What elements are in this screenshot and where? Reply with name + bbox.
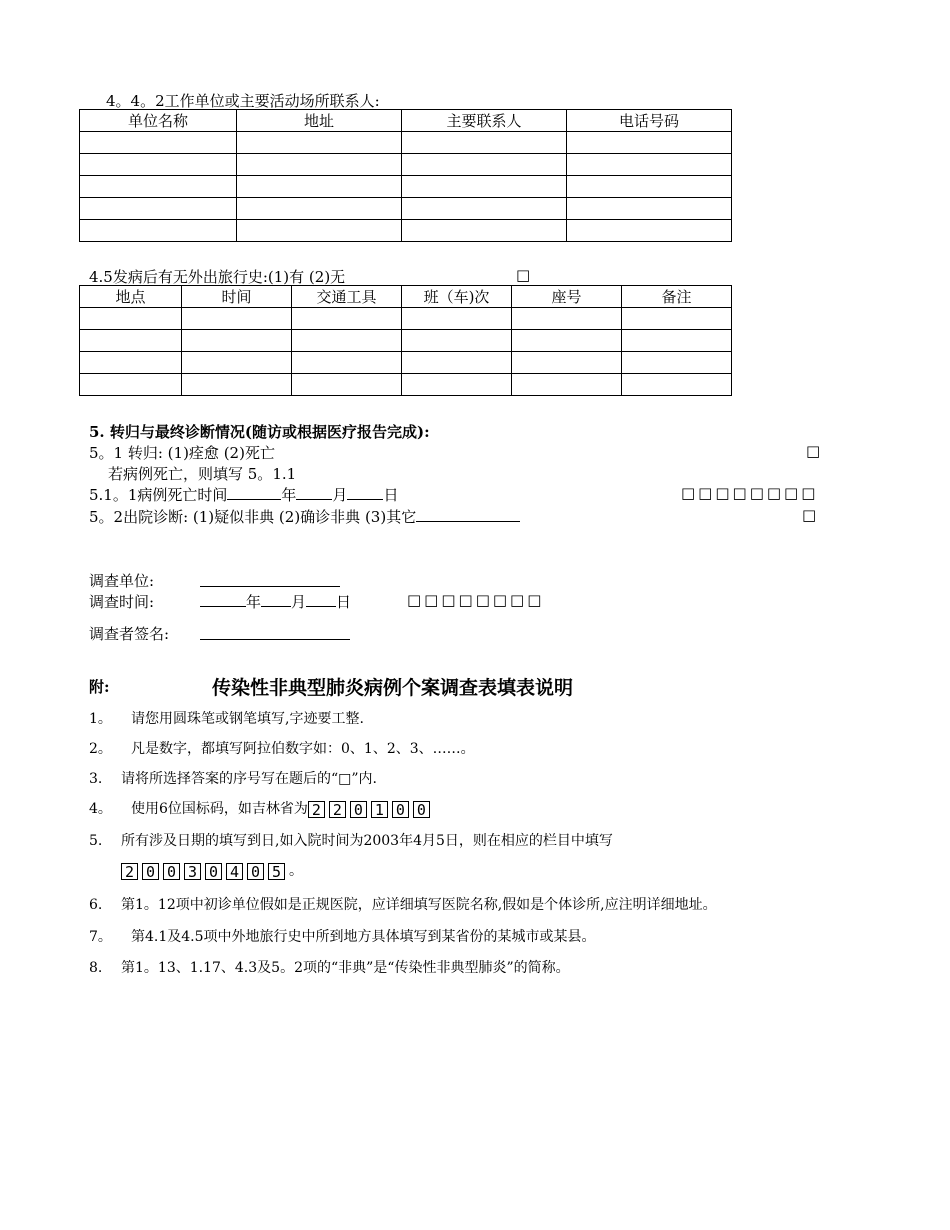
instruction-num: 6. <box>89 897 103 913</box>
table-row <box>80 198 732 220</box>
table-cell[interactable] <box>512 352 622 374</box>
outcome-line: 5。1 转归: (1)痊愈 (2)死亡 <box>89 444 275 462</box>
travel-header-row <box>80 286 732 308</box>
section-45-heading: 4.5发病后有无外出旅行史:(1)有 (2)无 <box>89 268 346 286</box>
table-cell[interactable] <box>182 308 292 330</box>
table-cell[interactable] <box>80 176 237 198</box>
table-cell[interactable] <box>402 132 567 154</box>
table-row <box>80 352 732 374</box>
table-cell[interactable] <box>402 198 567 220</box>
table-cell[interactable] <box>80 374 182 396</box>
table-row <box>80 374 732 396</box>
survey-month-unit: 月 <box>291 593 307 611</box>
table-cell[interactable] <box>567 198 732 220</box>
table-cell[interactable] <box>237 154 402 176</box>
date-digit: 4 <box>226 863 243 880</box>
instruction-num: 4。 <box>89 801 112 817</box>
table-cell[interactable] <box>80 352 182 374</box>
death-time-label: 5.1。1病例死亡时间 <box>89 486 228 504</box>
table-cell[interactable] <box>567 154 732 176</box>
table-row <box>80 154 732 176</box>
survey-year-field[interactable] <box>200 592 246 607</box>
section-5-heading: 5. 转归与最终诊断情况(随访或根据医疗报告完成): <box>89 423 430 441</box>
death-day-unit: 日 <box>383 486 399 504</box>
travel-answer-box[interactable]: □ <box>516 266 531 284</box>
contacts-header-row <box>80 110 732 132</box>
date-digit: 0 <box>247 863 264 880</box>
survey-unit-label: 调查单位: <box>89 572 155 590</box>
table-row <box>80 330 732 352</box>
instruction-item-5 <box>89 830 613 850</box>
code-digit: 0 <box>350 801 367 818</box>
appendix-title: 传染性非典型肺炎病例个案调查表填表说明 <box>212 677 574 699</box>
survey-time-fields <box>200 591 351 612</box>
code-digit: 0 <box>392 801 409 818</box>
instruction-text: 凡是数字，都填写阿拉伯数字如：0、1、2、3、……。 <box>131 741 475 757</box>
table-cell[interactable] <box>567 132 732 154</box>
survey-year-unit: 年 <box>246 593 262 611</box>
instruction-item-8 <box>89 957 570 977</box>
table-cell[interactable] <box>237 220 402 242</box>
travel-col-remark: 备注 <box>622 286 732 308</box>
death-time-line <box>89 484 398 505</box>
death-date-boxes[interactable]: □□□□□□□□ <box>681 484 819 502</box>
code-digit: 0 <box>413 801 430 818</box>
instruction-item-6 <box>89 894 717 914</box>
contacts-table <box>79 109 732 242</box>
table-cell[interactable] <box>512 330 622 352</box>
instruction-num: 7。 <box>89 929 112 945</box>
code-digit: 2 <box>329 801 346 818</box>
table-row <box>80 176 732 198</box>
table-row <box>80 308 732 330</box>
table-cell[interactable] <box>182 352 292 374</box>
date-digit: 0 <box>205 863 222 880</box>
table-cell[interactable] <box>292 308 402 330</box>
travel-col-time: 时间 <box>182 286 292 308</box>
table-cell[interactable] <box>402 374 512 396</box>
date-digit: 3 <box>184 863 201 880</box>
instruction-item-2 <box>89 738 475 758</box>
signer-label: 调查者签名: <box>89 625 170 643</box>
death-month-unit: 月 <box>332 486 348 504</box>
instruction-num: 3. <box>89 771 103 787</box>
table-cell[interactable] <box>80 308 182 330</box>
discharge-diagnosis-line <box>89 506 520 527</box>
table-cell[interactable] <box>237 132 402 154</box>
travel-table <box>79 285 732 396</box>
death-year-field[interactable] <box>227 485 281 500</box>
table-cell[interactable] <box>80 154 237 176</box>
death-note: 若病例死亡，则填写 5。1.1 <box>108 465 297 483</box>
instruction-num: 2。 <box>89 741 112 757</box>
date-digit: 5 <box>268 863 285 880</box>
instruction-item-4 <box>89 798 434 818</box>
instruction-text: 所有涉及日期的填写到日,如入院时间为2003年4月5日，则在相应的栏目中填写 <box>121 833 613 849</box>
table-cell[interactable] <box>622 352 732 374</box>
contacts-col-address: 地址 <box>237 110 402 132</box>
discharge-diagnosis-label: 5。2出院诊断: (1)疑似非典 (2)确诊非典 (3)其它 <box>89 508 417 526</box>
instruction-item-1 <box>89 708 364 728</box>
table-cell[interactable] <box>292 352 402 374</box>
table-cell[interactable] <box>237 198 402 220</box>
table-cell[interactable] <box>80 220 237 242</box>
table-cell[interactable] <box>80 198 237 220</box>
travel-col-trip: 班（车)次 <box>402 286 512 308</box>
table-cell[interactable] <box>622 308 732 330</box>
instruction-text: 第1。12项中初诊单位假如是正规医院，应详细填写医院名称,假如是个体诊所,应注明详细地址。 <box>121 897 717 913</box>
survey-date-boxes[interactable]: □□□□□□□□ <box>407 591 545 609</box>
table-cell[interactable] <box>512 308 622 330</box>
outcome-answer-box[interactable]: □ <box>806 442 821 460</box>
survey-day-unit: 日 <box>336 593 352 611</box>
instruction-num: 8. <box>89 960 103 976</box>
table-cell[interactable] <box>292 330 402 352</box>
code-digit: 1 <box>371 801 388 818</box>
table-cell[interactable] <box>80 330 182 352</box>
survey-time-label: 调查时间: <box>89 593 155 611</box>
table-cell[interactable] <box>182 374 292 396</box>
table-cell[interactable] <box>80 132 237 154</box>
table-cell[interactable] <box>622 374 732 396</box>
travel-col-place: 地点 <box>80 286 182 308</box>
survey-unit-field[interactable] <box>200 570 340 587</box>
table-cell[interactable] <box>182 330 292 352</box>
table-cell[interactable] <box>402 176 567 198</box>
table-cell[interactable] <box>237 176 402 198</box>
date-digit: 0 <box>142 863 159 880</box>
travel-col-transport: 交通工具 <box>292 286 402 308</box>
death-year-unit: 年 <box>281 486 297 504</box>
date-example-suffix: 。 <box>289 863 303 879</box>
table-cell[interactable] <box>402 220 567 242</box>
table-row <box>80 220 732 242</box>
table-cell[interactable] <box>567 176 732 198</box>
death-month-field[interactable] <box>296 485 332 500</box>
instruction-num: 5. <box>89 833 103 849</box>
table-cell[interactable] <box>402 154 567 176</box>
instruction-item-7 <box>89 926 596 946</box>
appendix-label: 附: <box>89 678 110 696</box>
death-day-field[interactable] <box>347 485 383 500</box>
table-cell[interactable] <box>292 374 402 396</box>
discharge-other-field[interactable] <box>416 507 520 522</box>
contacts-col-unit: 单位名称 <box>80 110 237 132</box>
table-cell[interactable] <box>512 374 622 396</box>
survey-month-field[interactable] <box>261 592 291 607</box>
date-digit: 2 <box>121 863 138 880</box>
table-row <box>80 132 732 154</box>
table-cell[interactable] <box>402 308 512 330</box>
table-cell[interactable] <box>402 330 512 352</box>
discharge-answer-box[interactable]: □ <box>802 506 817 524</box>
date-digit: 0 <box>163 863 180 880</box>
table-cell[interactable] <box>567 220 732 242</box>
instruction-text: 第1。13、1.17、4.3及5。2项的“非典”是“传染性非典型肺炎”的简称。 <box>121 960 570 976</box>
section-442-heading: 4。4。2工作单位或主要活动场所联系人: <box>106 92 380 110</box>
date-example <box>121 860 303 880</box>
instruction-num: 1。 <box>89 711 112 727</box>
instruction-text: 请您用圆珠笔或钢笔填写,字迹要工整. <box>131 711 364 727</box>
code-digit: 2 <box>308 801 325 818</box>
contacts-col-phone: 电话号码 <box>567 110 732 132</box>
table-cell[interactable] <box>622 330 732 352</box>
survey-day-field[interactable] <box>306 592 336 607</box>
instruction-text: 第4.1及4.5项中外地旅行史中所到地方具体填写到某省份的某城市或某县。 <box>131 929 596 945</box>
instruction-text: 请将所选择答案的序号写在题后的“□”内. <box>121 771 377 787</box>
instruction-item-3 <box>89 768 377 788</box>
instruction-text: 使用6位国标码，如吉林省为 <box>131 801 308 817</box>
contacts-col-contact: 主要联系人 <box>402 110 567 132</box>
table-cell[interactable] <box>402 352 512 374</box>
signer-field[interactable] <box>200 623 350 640</box>
travel-col-seat: 座号 <box>512 286 622 308</box>
